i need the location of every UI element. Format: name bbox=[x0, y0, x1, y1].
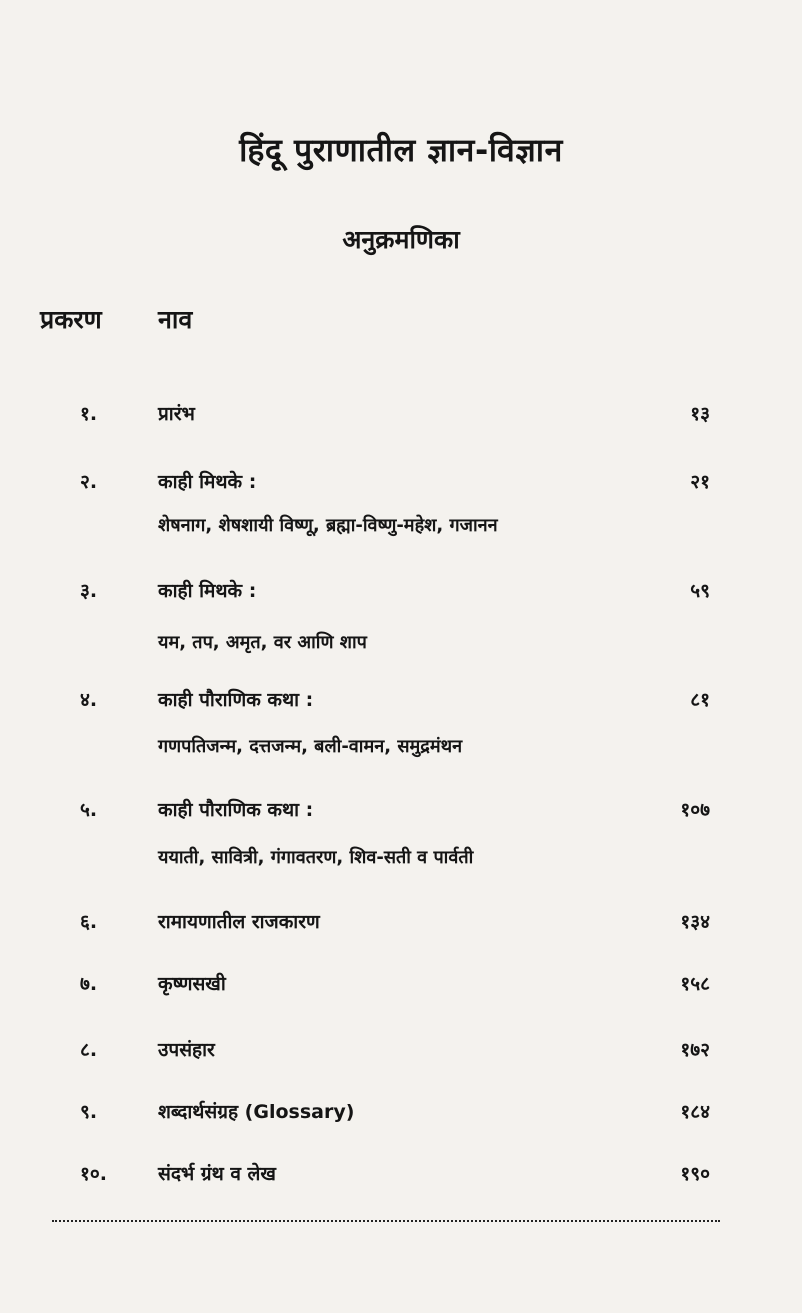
page-number: १९० bbox=[680, 1163, 710, 1185]
chapter-number: ५. bbox=[80, 799, 98, 821]
page-number: १७२ bbox=[680, 1039, 710, 1061]
chapter-name: काही मिथके : bbox=[158, 580, 257, 602]
page-number: १०७ bbox=[680, 799, 710, 821]
page-number: १८४ bbox=[680, 1101, 710, 1123]
chapter-number: १०. bbox=[80, 1163, 107, 1185]
dotted-divider bbox=[52, 1220, 720, 1222]
chapter-number: २. bbox=[80, 471, 98, 493]
chapter-number: ७. bbox=[80, 973, 98, 995]
chapter-column-header: प्रकरण bbox=[40, 305, 102, 334]
chapter-number: ४. bbox=[80, 689, 98, 711]
toc-entry bbox=[0, 468, 802, 504]
page-number: २१ bbox=[690, 471, 710, 493]
book-title: हिंदू पुराणातील ज्ञान-विज्ञान bbox=[239, 131, 563, 169]
chapter-name: संदर्भ ग्रंथ व लेख bbox=[158, 1163, 276, 1185]
toc-entry bbox=[0, 796, 802, 832]
chapter-name: काही पौराणिक कथा : bbox=[158, 799, 314, 821]
chapter-name: कृष्णसखी bbox=[158, 973, 226, 995]
chapter-number: ९. bbox=[80, 1101, 98, 1123]
chapter-topics: यम, तप, अमृत, वर आणि शाप bbox=[158, 632, 367, 653]
toc-entry bbox=[0, 577, 802, 613]
chapter-name: प्रारंभ bbox=[158, 403, 195, 425]
toc-entry bbox=[0, 908, 802, 944]
toc-entry bbox=[0, 400, 802, 436]
chapter-number: ६. bbox=[80, 911, 98, 933]
chapter-topics: शेषनाग, शेषशायी विष्णू, ब्रह्मा-विष्णु-महेश, गजानन bbox=[158, 515, 498, 536]
chapter-topics: गणपतिजन्म, दत्तजन्म, बली-वामन, समुद्रमंथन bbox=[158, 736, 463, 757]
toc-entry bbox=[0, 1160, 802, 1196]
chapter-name: उपसंहार bbox=[158, 1039, 215, 1061]
chapter-name: काही पौराणिक कथा : bbox=[158, 689, 314, 711]
page-number: ५९ bbox=[690, 580, 710, 602]
chapter-number: १. bbox=[80, 403, 98, 425]
chapter-number: ३. bbox=[80, 580, 98, 602]
toc-entry bbox=[0, 970, 802, 1006]
toc-entry bbox=[0, 686, 802, 722]
page-number: १५८ bbox=[680, 973, 710, 995]
contents-heading: अनुक्रमणिका bbox=[342, 225, 460, 254]
chapter-topics: ययाती, सावित्री, गंगावतरण, शिव-सती व पार्वती bbox=[158, 847, 474, 868]
page-number: १३ bbox=[690, 403, 710, 425]
page-number: १३४ bbox=[680, 911, 710, 933]
chapter-name: रामायणातील राजकारण bbox=[158, 911, 320, 933]
chapter-name: काही मिथके : bbox=[158, 471, 257, 493]
chapter-name: शब्दार्थसंग्रह (Glossary) bbox=[158, 1101, 355, 1123]
page-number: ८१ bbox=[690, 689, 710, 711]
toc-entry bbox=[0, 1098, 802, 1134]
toc-entry bbox=[0, 1036, 802, 1072]
name-column-header: नाव bbox=[158, 305, 193, 334]
chapter-number: ८. bbox=[80, 1039, 98, 1061]
